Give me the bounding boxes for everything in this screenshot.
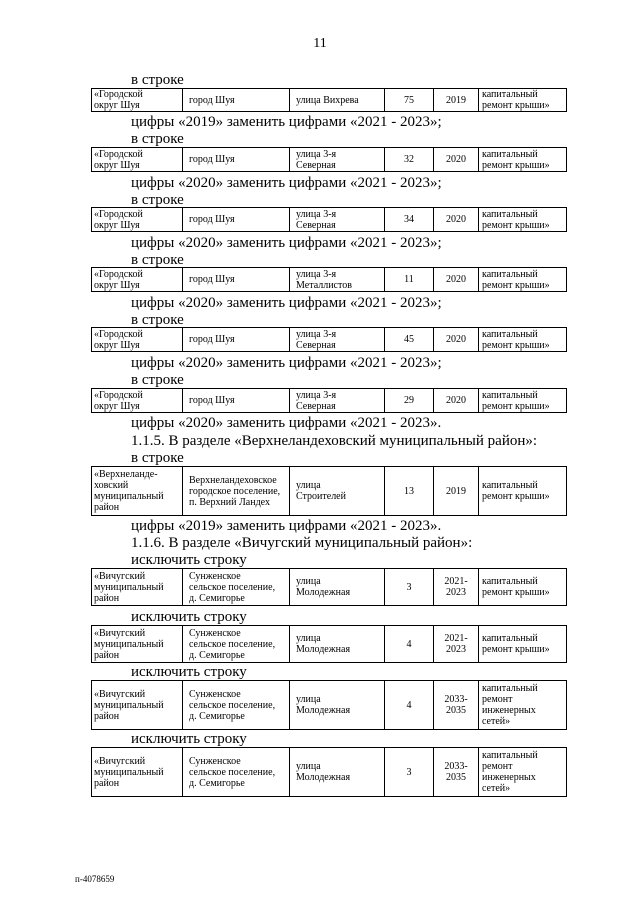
record-table bbox=[91, 466, 567, 516]
work-cell: капитальный ремонт крыши» bbox=[479, 268, 567, 292]
year-cell: 2020 bbox=[434, 268, 479, 292]
house-cell: 13 bbox=[385, 467, 434, 516]
municipality-cell: «Вичугский муниципальный район bbox=[92, 626, 183, 663]
settlement-cell: город Шуя bbox=[183, 208, 290, 232]
instruction-line: цифры «2020» заменить цифрами «2021 - 2023»; bbox=[131, 235, 442, 251]
municipality-cell: «Городской округ Шуя bbox=[92, 89, 183, 112]
record-table bbox=[91, 327, 567, 352]
table-row bbox=[92, 148, 567, 172]
table-row bbox=[92, 626, 567, 663]
year-cell: 2021- 2023 bbox=[434, 626, 479, 663]
year-cell: 2019 bbox=[434, 467, 479, 516]
house-cell: 3 bbox=[385, 569, 434, 606]
house-cell: 34 bbox=[385, 208, 434, 232]
work-cell: капитальный ремонт крыши» bbox=[479, 328, 567, 352]
instruction-line: в строке bbox=[131, 252, 184, 268]
instruction-line: цифры «2020» заменить цифрами «2021 - 2023»; bbox=[131, 175, 442, 191]
table-row bbox=[92, 389, 567, 413]
house-cell: 29 bbox=[385, 389, 434, 413]
instruction-line: исключить строку bbox=[131, 609, 247, 625]
work-cell: капитальный ремонт крыши» bbox=[479, 389, 567, 413]
instruction-line: в строке bbox=[131, 131, 184, 147]
document-code: п-4078659 bbox=[75, 874, 115, 884]
instruction-line: цифры «2020» заменить цифрами «2021 - 2023»; bbox=[131, 295, 442, 311]
instruction-line: в строке bbox=[131, 312, 184, 328]
street-cell: улица 3-я Северная bbox=[290, 328, 385, 352]
street-cell: улица Строителей bbox=[290, 467, 385, 516]
record-table bbox=[91, 568, 567, 606]
section-heading: 1.1.5. В разделе «Верхнеландеховский муниципальный район»: bbox=[131, 433, 538, 449]
instruction-line: исключить строку bbox=[131, 664, 247, 680]
instruction-line: в строке bbox=[131, 372, 184, 388]
municipality-cell: «Вичугский муниципальный район bbox=[92, 748, 183, 797]
house-cell: 4 bbox=[385, 681, 434, 730]
municipality-cell: «Вичугский муниципальный район bbox=[92, 569, 183, 606]
instruction-line: в строке bbox=[131, 72, 184, 88]
settlement-cell: Сунженское сельское поселение, д. Семигорье bbox=[183, 748, 290, 797]
house-cell: 75 bbox=[385, 89, 434, 112]
year-cell: 2020 bbox=[434, 208, 479, 232]
settlement-cell: город Шуя bbox=[183, 268, 290, 292]
instruction-line: цифры «2019» заменить цифрами «2021 - 2023»; bbox=[131, 114, 442, 130]
municipality-cell: «Верхнеланде- ховский муниципальный район bbox=[92, 467, 183, 516]
street-cell: улица 3-я Металлистов bbox=[290, 268, 385, 292]
work-cell: капитальный ремонт крыши» bbox=[479, 569, 567, 606]
instruction-line: в строке bbox=[131, 192, 184, 208]
settlement-cell: Верхнеландеховское городское поселение, п. Верхний Ландех bbox=[183, 467, 290, 516]
settlement-cell: Сунженское сельское поселение, д. Семигорье bbox=[183, 569, 290, 606]
table-row bbox=[92, 681, 567, 730]
work-cell: капитальный ремонт крыши» bbox=[479, 89, 567, 112]
street-cell: улица 3-я Северная bbox=[290, 208, 385, 232]
municipality-cell: «Городской округ Шуя bbox=[92, 208, 183, 232]
house-cell: 11 bbox=[385, 268, 434, 292]
street-cell: улица Молодежная bbox=[290, 569, 385, 606]
record-table bbox=[91, 267, 567, 292]
section-heading: 1.1.6. В разделе «Вичугский муниципальный район»: bbox=[131, 535, 473, 551]
record-table bbox=[91, 207, 567, 232]
instruction-line: цифры «2020» заменить цифрами «2021 - 2023». bbox=[131, 415, 442, 431]
work-cell: капитальный ремонт инженерных сетей» bbox=[479, 681, 567, 730]
settlement-cell: Сунженское сельское поселение, д. Семигорье bbox=[183, 681, 290, 730]
instruction-line: в строке bbox=[131, 450, 184, 466]
municipality-cell: «Городской округ Шуя bbox=[92, 148, 183, 172]
work-cell: капитальный ремонт крыши» bbox=[479, 626, 567, 663]
year-cell: 2033- 2035 bbox=[434, 748, 479, 797]
street-cell: улица Молодежная bbox=[290, 681, 385, 730]
table-row bbox=[92, 328, 567, 352]
table-row bbox=[92, 268, 567, 292]
street-cell: улица 3-я Северная bbox=[290, 389, 385, 413]
municipality-cell: «Городской округ Шуя bbox=[92, 389, 183, 413]
instruction-line: исключить строку bbox=[131, 731, 247, 747]
year-cell: 2020 bbox=[434, 389, 479, 413]
house-cell: 4 bbox=[385, 626, 434, 663]
year-cell: 2019 bbox=[434, 89, 479, 112]
street-cell: улица Вихрева bbox=[290, 89, 385, 112]
table-row bbox=[92, 208, 567, 232]
year-cell: 2020 bbox=[434, 148, 479, 172]
table-row bbox=[92, 467, 567, 516]
record-table bbox=[91, 680, 567, 730]
street-cell: улица Молодежная bbox=[290, 626, 385, 663]
house-cell: 45 bbox=[385, 328, 434, 352]
settlement-cell: город Шуя bbox=[183, 389, 290, 413]
municipality-cell: «Городской округ Шуя bbox=[92, 268, 183, 292]
table-row bbox=[92, 569, 567, 606]
instruction-line: исключить строку bbox=[131, 552, 247, 568]
table-row bbox=[92, 748, 567, 797]
year-cell: 2020 bbox=[434, 328, 479, 352]
record-table bbox=[91, 88, 567, 112]
house-cell: 32 bbox=[385, 148, 434, 172]
work-cell: капитальный ремонт инженерных сетей» bbox=[479, 748, 567, 797]
year-cell: 2021- 2023 bbox=[434, 569, 479, 606]
street-cell: улица Молодежная bbox=[290, 748, 385, 797]
street-cell: улица 3-я Северная bbox=[290, 148, 385, 172]
record-table bbox=[91, 388, 567, 413]
year-cell: 2033- 2035 bbox=[434, 681, 479, 730]
record-table bbox=[91, 147, 567, 172]
record-table bbox=[91, 625, 567, 663]
table-row bbox=[92, 89, 567, 112]
instruction-line: цифры «2019» заменить цифрами «2021 - 2023». bbox=[131, 518, 442, 534]
instruction-line: цифры «2020» заменить цифрами «2021 - 2023»; bbox=[131, 355, 442, 371]
record-table bbox=[91, 747, 567, 797]
work-cell: капитальный ремонт крыши» bbox=[479, 148, 567, 172]
page-number: 11 bbox=[313, 36, 327, 51]
house-cell: 3 bbox=[385, 748, 434, 797]
settlement-cell: Сунженское сельское поселение, д. Семигорье bbox=[183, 626, 290, 663]
settlement-cell: город Шуя bbox=[183, 328, 290, 352]
municipality-cell: «Городской округ Шуя bbox=[92, 328, 183, 352]
municipality-cell: «Вичугский муниципальный район bbox=[92, 681, 183, 730]
settlement-cell: город Шуя bbox=[183, 89, 290, 112]
settlement-cell: город Шуя bbox=[183, 148, 290, 172]
work-cell: капитальный ремонт крыши» bbox=[479, 467, 567, 516]
work-cell: капитальный ремонт крыши» bbox=[479, 208, 567, 232]
